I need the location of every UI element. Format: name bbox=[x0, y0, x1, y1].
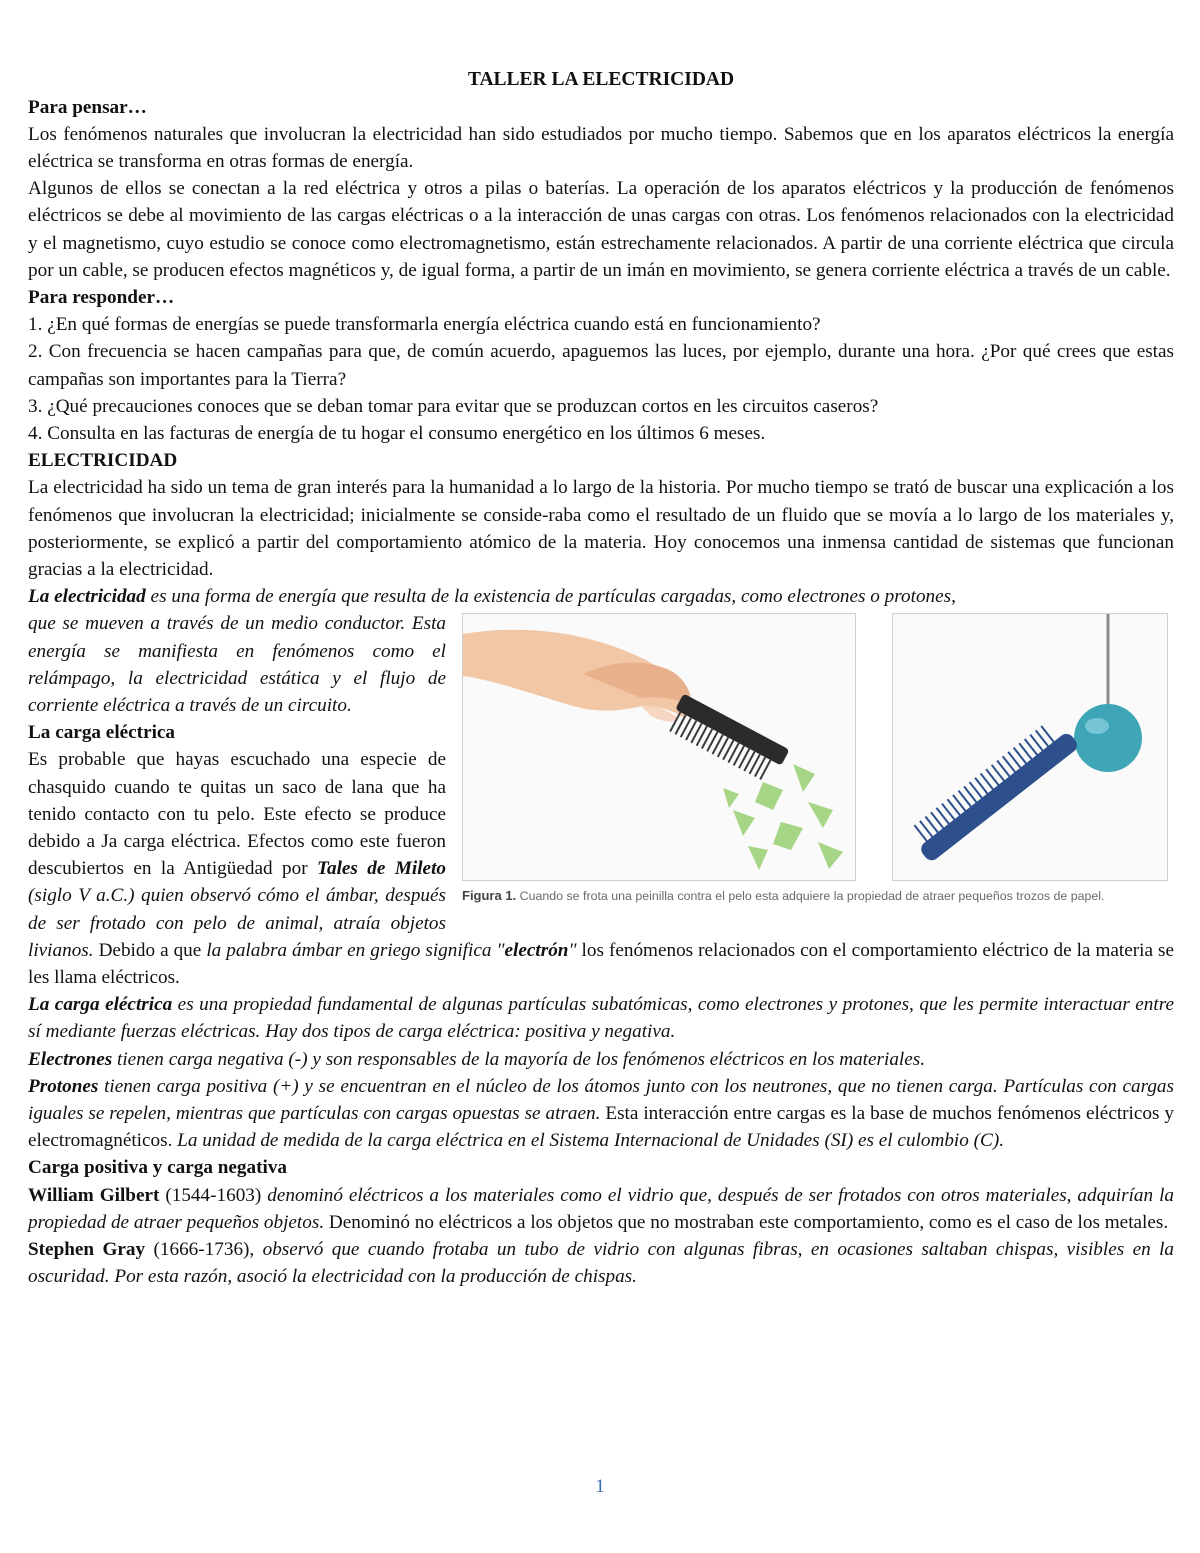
figure-caption bbox=[462, 888, 1174, 904]
question-2: 2. Con frecuencia se hacen campañas para que, de común acuerdo, apaguemos las luces, por ejemplo, durante una hora. ¿Por qué crees que estas campañas son importantes para la Tierra? bbox=[28, 341, 1174, 390]
figure-label: Figura 1. bbox=[462, 888, 517, 904]
gilbert-paragraph bbox=[28, 1182, 1174, 1236]
electrones-line bbox=[28, 1046, 1174, 1073]
heading-para-responder: Para responder… bbox=[28, 286, 175, 308]
figure-caption-text: Cuando se frota una peinilla contra el pelo esta adquiere la propiedad de atraer pequeños trozos de papel. bbox=[516, 889, 1105, 904]
electricidad-term: La electricidad bbox=[28, 586, 146, 608]
tales-name: Tales de Mileto bbox=[317, 858, 446, 880]
page-number: 1 bbox=[595, 1476, 605, 1497]
electrones-term: Electrones bbox=[28, 1048, 113, 1070]
carga-p1-italic: (siglo V a.C.) quien observó cómo el ámbar, después de ser frotado con pelo de animal, atraía objetos livianos. bbox=[28, 885, 446, 961]
question-3: 3. ¿Qué precauciones conoces que se deban tomar para evitar que se produzcan cortos en les circuitos caseros? bbox=[28, 395, 879, 417]
repel-text: Partículas con cargas iguales se repelen, mientras que partículas con cargas opuestas se atraen. bbox=[28, 1075, 1174, 1125]
electricidad-definition-b: que se mueven a través de un medio conductor. Esta energía se manifiesta en fenómenos como el relámpago, la electricidad estática y el flujo de corriente eléctrica a través de un circuito. bbox=[28, 613, 446, 716]
carga-p2-b: los fenómenos relacionados con el comportamiento eléctrico de la materia se les llama eléctricos. bbox=[28, 939, 1174, 988]
electron-term: electrón bbox=[504, 939, 569, 961]
document-title: TALLER LA ELECTRICIDAD bbox=[467, 69, 735, 90]
heading-carga-positiva-negativa: Carga positiva y carga negativa bbox=[28, 1157, 288, 1179]
carga-definition-text: es una propiedad fundamental de algunas partículas subatómicas, como electrones y protones, que les permite interactuar entre sí mediante fuerzas eléctricas. Hay dos tipos de carga eléctrica: positiva y negativa. bbox=[28, 994, 1174, 1043]
gilbert-years: (1544-1603) bbox=[159, 1184, 262, 1206]
gray-years: (1666-1736), bbox=[145, 1239, 255, 1261]
interaction-text: Esta interacción entre cargas es la base de muchos fenómenos eléctricos y electromagnéticos. bbox=[28, 1103, 1175, 1152]
document-page bbox=[28, 66, 1174, 1290]
para-pensar-p1: Los fenómenos naturales que involucran la electricidad han sido estudiados por mucho tiempo. Sabemos que en los aparatos eléctricos la energía eléctrica se transforma en otras formas de energía. bbox=[28, 123, 1174, 172]
para-pensar-p2: Algunos de ellos se conectan a la red eléctrica y otros a pilas o baterías. La operación de los aparatos eléctricos y la producción de fenómenos eléctricos se debe al movimiento de las cargas eléctricas o a la interacción de unas cargas con otras. Los fenómenos relacionados con la electricidad y el magnetismo, cuyo estudio se conoce como electromagnetismo, están estrechamente relacionados. A partir de una corriente eléctrica que circula por un cable, se producen efectos magnéticos y, de igual forma, a partir de un imán en movimiento, se genera corriente eléctrica a través de un cable. bbox=[28, 178, 1174, 281]
carga-p1-text: Es probable que hayas escuchado una especie de chasquido cuando te quitas un saco de lana que ha tenido contacto con tu pelo. Este efecto se produce debido a Ja carga eléctrica. Efectos como este fueron descubiertos en la Antigüedad por bbox=[28, 749, 446, 880]
comb-and-pendulum-sphere-photo bbox=[892, 613, 1168, 881]
gilbert-text: Denominó no eléctricos a los objetos que no mostraban este comportamiento, como es el caso de los metales. bbox=[324, 1211, 1169, 1233]
gilbert-italic: denominó eléctricos a los materiales como el vidrio que, después de ser frotados con otros materiales, adquirían la propiedad de atraer pequeños objetos. bbox=[28, 1184, 1175, 1233]
electricidad-definition-line bbox=[28, 583, 1174, 610]
gilbert-name: William Gilbert bbox=[28, 1184, 160, 1206]
figure-1 bbox=[462, 613, 1174, 931]
heading-para-pensar: Para pensar… bbox=[28, 96, 147, 118]
gray-italic: observó que cuando frotaba un tubo de vidrio con algunas fibras, en ocasiones saltaban chispas, visibles en la oscuridad. Por esta razón, asoció la electricidad con la producción de chispas. bbox=[28, 1239, 1174, 1288]
protones-paragraph bbox=[28, 1073, 1174, 1155]
gray-name: Stephen Gray bbox=[28, 1239, 146, 1261]
carga-term: La carga eléctrica bbox=[28, 994, 173, 1016]
protones-term: Protones bbox=[28, 1075, 99, 1097]
heading-electricidad: ELECTRICIDAD bbox=[28, 450, 178, 472]
gray-paragraph bbox=[28, 1236, 1174, 1290]
carga-p2-a: Debido a que bbox=[93, 939, 207, 961]
heading-carga-electrica: La carga eléctrica bbox=[28, 722, 176, 744]
electricidad-definition-a: es una forma de energía que resulta de la existencia de partículas cargadas, como electrones o protones, bbox=[145, 586, 956, 608]
electrones-text: tienen carga negativa (-) y son responsables de la mayoría de los fenómenos eléctricos en los materiales. bbox=[112, 1048, 926, 1070]
hand-with-comb-photo bbox=[462, 613, 856, 881]
protones-text: tienen carga positiva (+) y se encuentran en el núcleo de los átomos junto con los neutrones, que no tienen carga. bbox=[98, 1075, 998, 1097]
question-4: 4. Consulta en las facturas de energía de tu hogar el consumo energético en los últimos 6 meses. bbox=[28, 422, 766, 444]
carga-definition bbox=[28, 991, 1174, 1045]
carga-p2-italic: la palabra ámbar en griego significa " bbox=[206, 939, 505, 961]
unit-text: La unidad de medida de la carga eléctrica en el Sistema Internacional de Unidades (SI) es el culombio (C). bbox=[172, 1130, 1005, 1152]
electricidad-p1: La electricidad ha sido un tema de gran interés para la humanidad a lo largo de la historia. Por mucho tiempo se trató de buscar una explicación a los fenómenos que involucran la electricidad; inicialmente se conside-raba como el resultado de un fluido que se movía a lo largo de los materiales y, posteriormente, se explicó a partir del comportamiento atómico de la materia. Hoy conocemos una inmensa cantidad de sistemas que funcionan gracias a la electricidad. bbox=[28, 477, 1174, 580]
question-1: 1. ¿En qué formas de energías se puede transformarla energía eléctrica cuando está en funcionamiento? bbox=[28, 314, 821, 336]
carga-p2-quote: " bbox=[568, 939, 577, 961]
